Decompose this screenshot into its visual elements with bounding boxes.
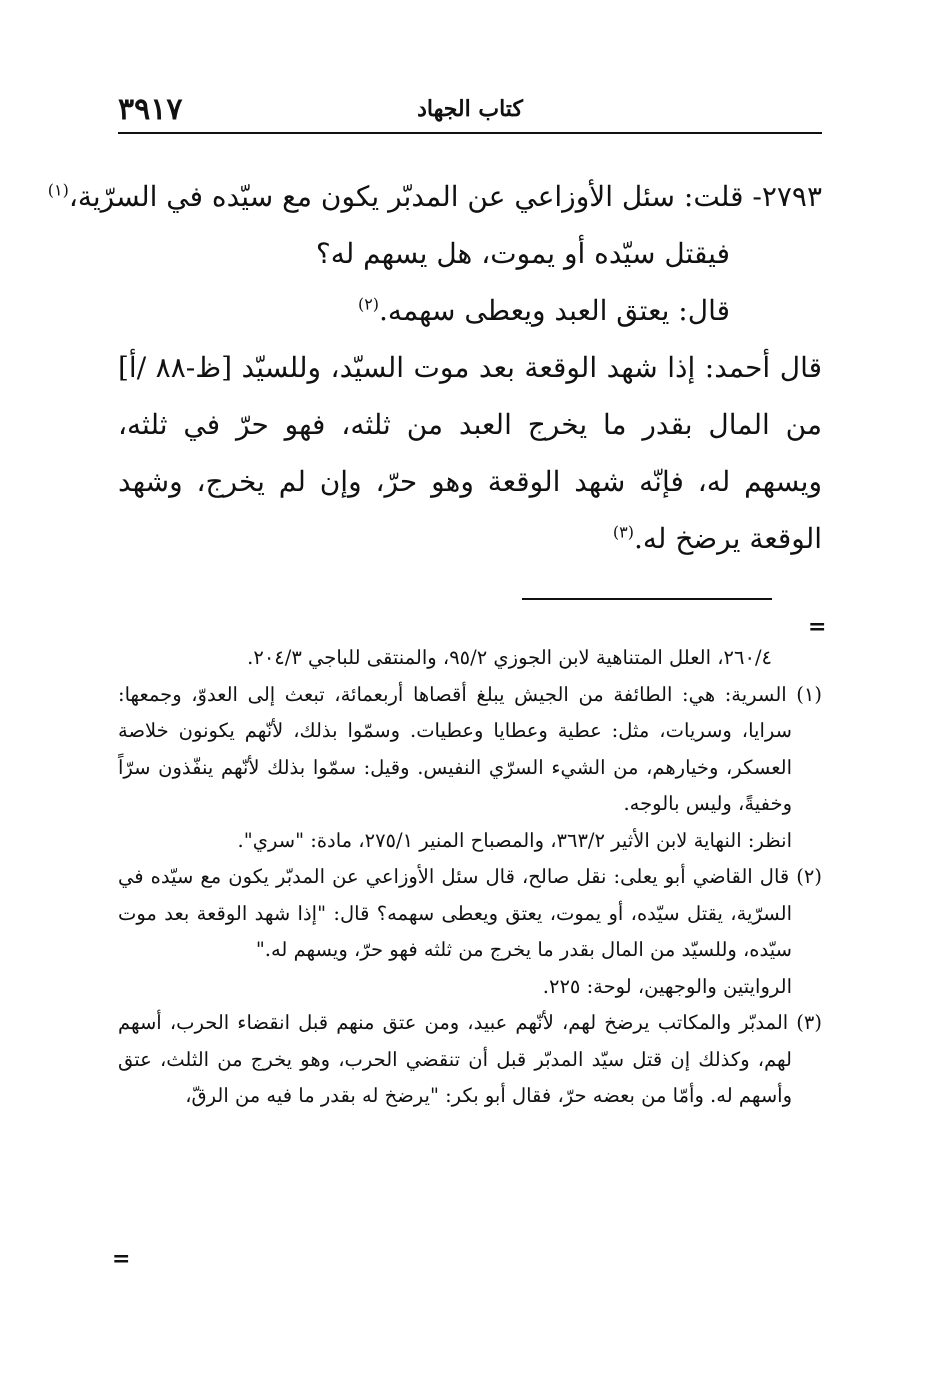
- hadith-line-3: [118, 282, 822, 339]
- ahmad-text: قال أحمد: إذا شهد الوقعة بعد موت السيّد، وللسيّد [ظ-٨٨ /أ] من المال بقدر ما يخرج العبد من ثلثه، فهو حرّ في ثلثه، ويسهم له، فإنّه شهد الوقعة وهو حرّ، وإن لم يخرج، وشهد الوقعة يرضخ له.: [118, 351, 822, 555]
- footnote-continued: ٢٦٠/٤، العلل المتناهية لابن الجوزي ٩٥/٢، والمنتقى للباجي ٢٠٤/٣.: [247, 646, 772, 669]
- running-title: كتاب الجهاد: [417, 96, 523, 122]
- footnote-separator: [522, 598, 772, 600]
- hadith-text-1: قلت: سئل الأوزاعي عن المدبّر يكون مع سيّده في السرّية،: [68, 180, 744, 213]
- footnote-3: (٣) المدبّر والمكاتب يرضخ لهم، لأنّهم عبيد، ومن عتق منهم قبل انقضاء الحرب، أسهم لهم، وكذلك إن قتل سيّد المدبّر قبل أن تنقضي الحرب، وهو يخرج من الثلث، عتق وأسهم له. وأمّا من بعضه حرّ، فقال أبو بكر: "يرضخ له بقدر ما فيه من الرقّ،: [118, 1011, 822, 1107]
- continues-marker: =: [112, 1246, 131, 1272]
- footnote-1-source: انظر: النهاية لابن الأثير ٣٦٣/٢، والمصباح المنير ٢٧٥/١، مادة: "سري".: [237, 828, 792, 852]
- footnote-1: (١) السرية: هي: الطائفة من الجيش يبلغ أقصاها أربعمائة، تبعث إلى العدوّ، وجمعها: سرايا، وسريات، مثل: عطية وعطايا وعطيات. وسمّوا بذلك، لأنّهم يكونون خلاصة العسكر، وخيارهم، من الشيء السرّي النفيس. وقيل: سمّوا بذلك لأنّهم ينفّذون سرّاً وخفيةً، وليس بالوجه.: [118, 682, 822, 815]
- footnotes: [118, 640, 822, 1115]
- header-rule: [118, 132, 822, 134]
- footnote-ref-2: (٢): [357, 294, 380, 314]
- footnote-2: (٢) قال القاضي أبو يعلى: نقل صالح، قال سئل الأوزاعي عن المدبّر يكون مع سيّده في السرّية، يقتل سيّده، أو يموت، يعتق ويعطى سهمه؟ قال: "إذا شهد الوقعة بعد موت سيّده، وللسيّد من المال بقدر ما يخرج من ثلثه فهو حرّ، ويسهم له.": [118, 865, 822, 961]
- ahmad-paragraph: [118, 339, 822, 567]
- hadith-line-2: فيقتل سيّده أو يموت، هل يسهم له؟: [315, 237, 730, 270]
- page-number: ٣٩١٧: [118, 92, 183, 127]
- page-header: [118, 90, 822, 130]
- main-text: [47, 168, 822, 567]
- continued-marker: =: [808, 614, 827, 640]
- hadith-text-3: قال: يعتق العبد ويعطى سهمه.: [379, 294, 730, 327]
- hadith-number: ٢٧٩٣-: [752, 180, 822, 213]
- footnote-ref-3: (٣): [612, 522, 634, 542]
- hadith-line-1: [47, 168, 822, 225]
- footnote-2-source: الروايتين والوجهين، لوحة: ٢٢٥.: [542, 974, 792, 998]
- footnote-ref-1: (١): [47, 180, 69, 200]
